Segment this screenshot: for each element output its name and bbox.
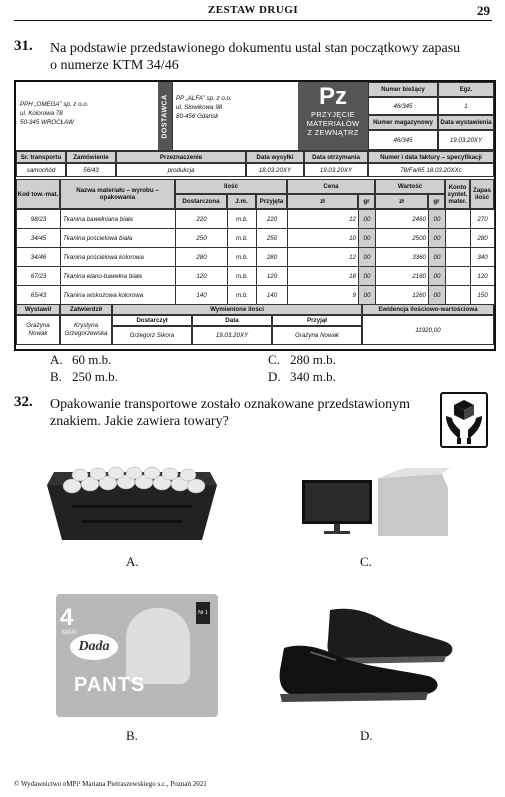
current-number-value: 46/345 xyxy=(368,97,438,115)
question-32-text xyxy=(50,396,410,430)
invoice-value: 78/Fa/65 18.03.20XXc xyxy=(368,163,494,177)
pz-subtitle xyxy=(298,110,368,137)
cell-zapas: 150 xyxy=(471,286,495,305)
col-value-gr-header: gr xyxy=(428,194,445,209)
diaper-size: 4 xyxy=(60,604,74,631)
receive-date-value: 19.03.20XY xyxy=(304,163,368,177)
option-letter: A. xyxy=(50,352,63,367)
cell-cena_zl: 10 xyxy=(288,229,359,248)
question-31-line2: o numerze KTM 34/46 xyxy=(50,58,179,73)
cell-nazwa: Tkanina bawełniana biała xyxy=(61,210,176,229)
col-price-zl-header: zł xyxy=(287,194,358,209)
copyright-footer: © Wydawnictwo eMPi² Mariana Pietraszewskiego s.c., Poznań 2021 xyxy=(14,780,207,788)
cell-wart_gr: 00 xyxy=(429,229,446,248)
cell-jm: m.b. xyxy=(228,267,257,286)
delivery-date-value: 19.03.20XY xyxy=(192,326,272,345)
diaper-brand: Dada xyxy=(70,634,118,660)
delivered-by-value: Grzegorz Sikora xyxy=(112,326,192,345)
col-account-header: Konto syntet. mater. xyxy=(445,179,470,209)
cell-cena_gr: 00 xyxy=(359,210,376,229)
col-unit-header: J.m. xyxy=(227,194,256,209)
cell-przyj: 140 xyxy=(257,286,288,305)
receive-date-label: Data otrzymania xyxy=(304,151,368,163)
table-row xyxy=(17,229,495,248)
q31-option-a[interactable] xyxy=(50,352,111,368)
materials-table xyxy=(16,209,495,305)
question-32-line2: znakiem. Jakie zawiera towary? xyxy=(50,414,229,429)
ship-date-value: 18.03.20XY xyxy=(246,163,304,177)
cell-zapas: 340 xyxy=(471,248,495,267)
received-by-value: Grażyna Nowak xyxy=(272,326,362,345)
col-accepted-header: Przyjęta xyxy=(256,194,287,209)
cell-jm: m.b. xyxy=(228,229,257,248)
col-price-gr-header: gr xyxy=(358,194,375,209)
cell-wart_zl: 3360 xyxy=(376,248,429,267)
warehouse-number-value: 46/345 xyxy=(368,130,438,150)
diaper-badge: Nr 1 xyxy=(196,602,210,624)
q32-option-c[interactable]: C. xyxy=(360,554,372,569)
cell-dost: 250 xyxy=(176,229,228,248)
cell-zapas: 120 xyxy=(471,267,495,286)
question-32-line1: Opakowanie transportowe zostało oznakowane przedstawionym xyxy=(50,397,410,412)
col-qty-header: Ilość xyxy=(175,179,287,194)
option-text: 280 m.b. xyxy=(290,352,336,367)
cell-wart_gr: 00 xyxy=(429,210,446,229)
cell-wart_gr: 00 xyxy=(429,248,446,267)
cell-account xyxy=(446,286,471,305)
cell-cena_gr: 00 xyxy=(359,229,376,248)
table-row xyxy=(17,286,495,305)
q31-option-b[interactable] xyxy=(50,369,118,385)
option-letter: C. xyxy=(268,352,280,367)
handle-with-care-icon xyxy=(440,392,488,448)
cell-kod: 34/46 xyxy=(17,248,61,267)
cell-nazwa: Tkanina elano-bawełna biała xyxy=(61,267,176,286)
col-name-header: Nazwa materiału – wyrobu – opakowania xyxy=(60,179,175,209)
issued-by-label: Wystawił xyxy=(16,304,60,315)
cell-dost: 220 xyxy=(176,210,228,229)
cell-kod: 34/45 xyxy=(17,229,61,248)
cell-przyj: 120 xyxy=(257,267,288,286)
cell-dost: 120 xyxy=(176,267,228,286)
cell-cena_zl: 12 xyxy=(288,210,359,229)
cell-account xyxy=(446,267,471,286)
issue-date-label: Data wystawienia xyxy=(438,115,494,130)
diaper-product: PANTS xyxy=(74,674,146,696)
receiver-name: PP „ALFA” sp. z o.o. xyxy=(176,95,232,102)
pz-code: Pz xyxy=(318,83,347,110)
pz-sub-1: PRZYJĘCIE xyxy=(311,110,355,119)
receiver-street: ul. Słowikowa 98 xyxy=(176,104,223,111)
records-value: 11920,00 xyxy=(362,315,494,345)
approved-by-value: Krystyna Grzegorzewska xyxy=(60,315,112,345)
page-header xyxy=(14,4,492,21)
supplier-name: PPH „OMEGA” sp. z o.o. xyxy=(20,101,89,108)
cell-cena_gr: 00 xyxy=(359,248,376,267)
cell-dost: 140 xyxy=(176,286,228,305)
col-code-header: Kod tow.-mat. xyxy=(16,179,60,209)
option-text: 340 m.b. xyxy=(290,369,336,384)
delivery-label: DOSTAWCA xyxy=(161,93,169,139)
delivered-by-label: Dostarczył xyxy=(112,315,192,326)
cell-wart_zl: 2500 xyxy=(376,229,429,248)
order-value: 56/43 xyxy=(66,163,116,177)
cell-zapas: 280 xyxy=(471,229,495,248)
purpose-value: produkcja xyxy=(116,163,246,177)
listed-qty-label: Wymienione ilości xyxy=(112,304,362,315)
cell-cena_zl: 12 xyxy=(288,248,359,267)
q31-option-c[interactable] xyxy=(268,352,336,368)
cell-przyj: 280 xyxy=(257,248,288,267)
cell-kod: 98/23 xyxy=(17,210,61,229)
cell-nazwa: Tkanina pościelowa biała xyxy=(61,229,176,248)
order-label: Zamówienie xyxy=(66,151,116,163)
cell-nazwa: Tkanina wiskozowa kolorowa xyxy=(61,286,176,305)
cell-wart_zl: 2460 xyxy=(376,210,429,229)
cell-zapas: 270 xyxy=(471,210,495,229)
supplier-city: 50-345 WROCŁAW xyxy=(20,119,74,126)
pz-sub-3: Z ZEWNĄTRZ xyxy=(307,128,359,137)
pz-sub-2: MATERIAŁÓW xyxy=(306,119,360,128)
cell-wart_zl: 1260 xyxy=(376,286,429,305)
egg-crate-image[interactable] xyxy=(42,460,222,545)
baby-photo xyxy=(126,608,190,684)
monitor-box-image[interactable] xyxy=(300,466,450,538)
q32-option-b[interactable]: B. xyxy=(126,728,138,743)
section-title: ZESTAW DRUGI xyxy=(207,4,299,16)
records-label: Ewidencja ilościowo-wartościowa xyxy=(362,304,494,315)
cell-kod: 67/23 xyxy=(17,267,61,286)
question-31-text xyxy=(50,40,460,74)
table-row xyxy=(17,248,495,267)
cell-account xyxy=(446,210,471,229)
approved-by-label: Zatwierdził xyxy=(60,304,112,315)
question-31-line1: Na podstawie przedstawionego dokumentu ustal stan początkowy zapasu xyxy=(50,41,461,56)
page-number: 29 xyxy=(477,3,490,18)
cell-przyj: 220 xyxy=(257,210,288,229)
pz-document xyxy=(14,80,496,351)
warehouse-number-label: Numer magazynowy xyxy=(368,115,438,130)
copy-value: 1 xyxy=(438,97,494,115)
cell-account xyxy=(446,248,471,267)
transport-label: Sr. transportu xyxy=(16,151,66,163)
cell-jm: m.b. xyxy=(228,286,257,305)
cell-dost: 280 xyxy=(176,248,228,267)
receiver-city: 80-456 Gdańsk xyxy=(176,113,219,120)
issue-date-value: 19.03.20XY xyxy=(438,130,494,150)
cell-nazwa: Tkanina pościelowa kolorowa xyxy=(61,248,176,267)
shoes-image[interactable] xyxy=(270,590,470,708)
q32-option-a[interactable]: A. xyxy=(126,554,139,569)
copy-label: Egz. xyxy=(438,82,494,97)
question-31-number: 31. xyxy=(14,38,33,54)
cell-cena_zl: 9 xyxy=(288,286,359,305)
option-text: 250 m.b. xyxy=(72,369,118,384)
supplier-address xyxy=(20,100,88,127)
issued-by-value: Grażyna Nowak xyxy=(16,315,60,345)
receiver-address xyxy=(176,94,232,121)
diaper-pack-image[interactable] xyxy=(56,594,218,717)
diaper-size-word: MAXI xyxy=(62,630,77,636)
delivery-date-label: Data xyxy=(192,315,272,326)
col-stock-header: Zapas ilość xyxy=(470,179,494,209)
cell-wart_gr: 00 xyxy=(429,286,446,305)
question-32-number: 32. xyxy=(14,394,33,410)
table-row xyxy=(17,267,495,286)
cell-wart_zl: 2160 xyxy=(376,267,429,286)
cell-jm: m.b. xyxy=(228,210,257,229)
cell-cena_zl: 18 xyxy=(288,267,359,286)
cell-wart_gr: 00 xyxy=(429,267,446,286)
pz-title-box xyxy=(298,82,368,150)
col-value-zl-header: zł xyxy=(375,194,428,209)
invoice-label: Numer i data faktury – specyfikacji xyxy=(368,151,494,163)
option-letter: D. xyxy=(268,369,281,384)
cell-przyj: 250 xyxy=(257,229,288,248)
cell-jm: m.b. xyxy=(228,248,257,267)
cell-account xyxy=(446,229,471,248)
col-value-header: Wartość xyxy=(375,179,445,194)
delivery-label-box xyxy=(158,82,172,150)
ship-date-label: Data wysyłki xyxy=(246,151,304,163)
cell-cena_gr: 00 xyxy=(359,286,376,305)
col-price-header: Cena xyxy=(287,179,375,194)
purpose-label: Przeznaczenie xyxy=(116,151,246,163)
transport-value: samochód xyxy=(16,163,66,177)
option-text: 60 m.b. xyxy=(72,352,112,367)
table-row xyxy=(17,210,495,229)
option-letter: B. xyxy=(50,369,62,384)
q31-option-d[interactable] xyxy=(268,369,336,385)
col-delivered-header: Dostarczona xyxy=(175,194,227,209)
q32-option-d[interactable]: D. xyxy=(360,728,373,743)
current-number-label: Numer bieżący xyxy=(368,82,438,97)
cell-cena_gr: 00 xyxy=(359,267,376,286)
received-by-label: Przyjął xyxy=(272,315,362,326)
supplier-street: ul. Kolorowa 78 xyxy=(20,110,63,117)
cell-kod: 65/43 xyxy=(17,286,61,305)
